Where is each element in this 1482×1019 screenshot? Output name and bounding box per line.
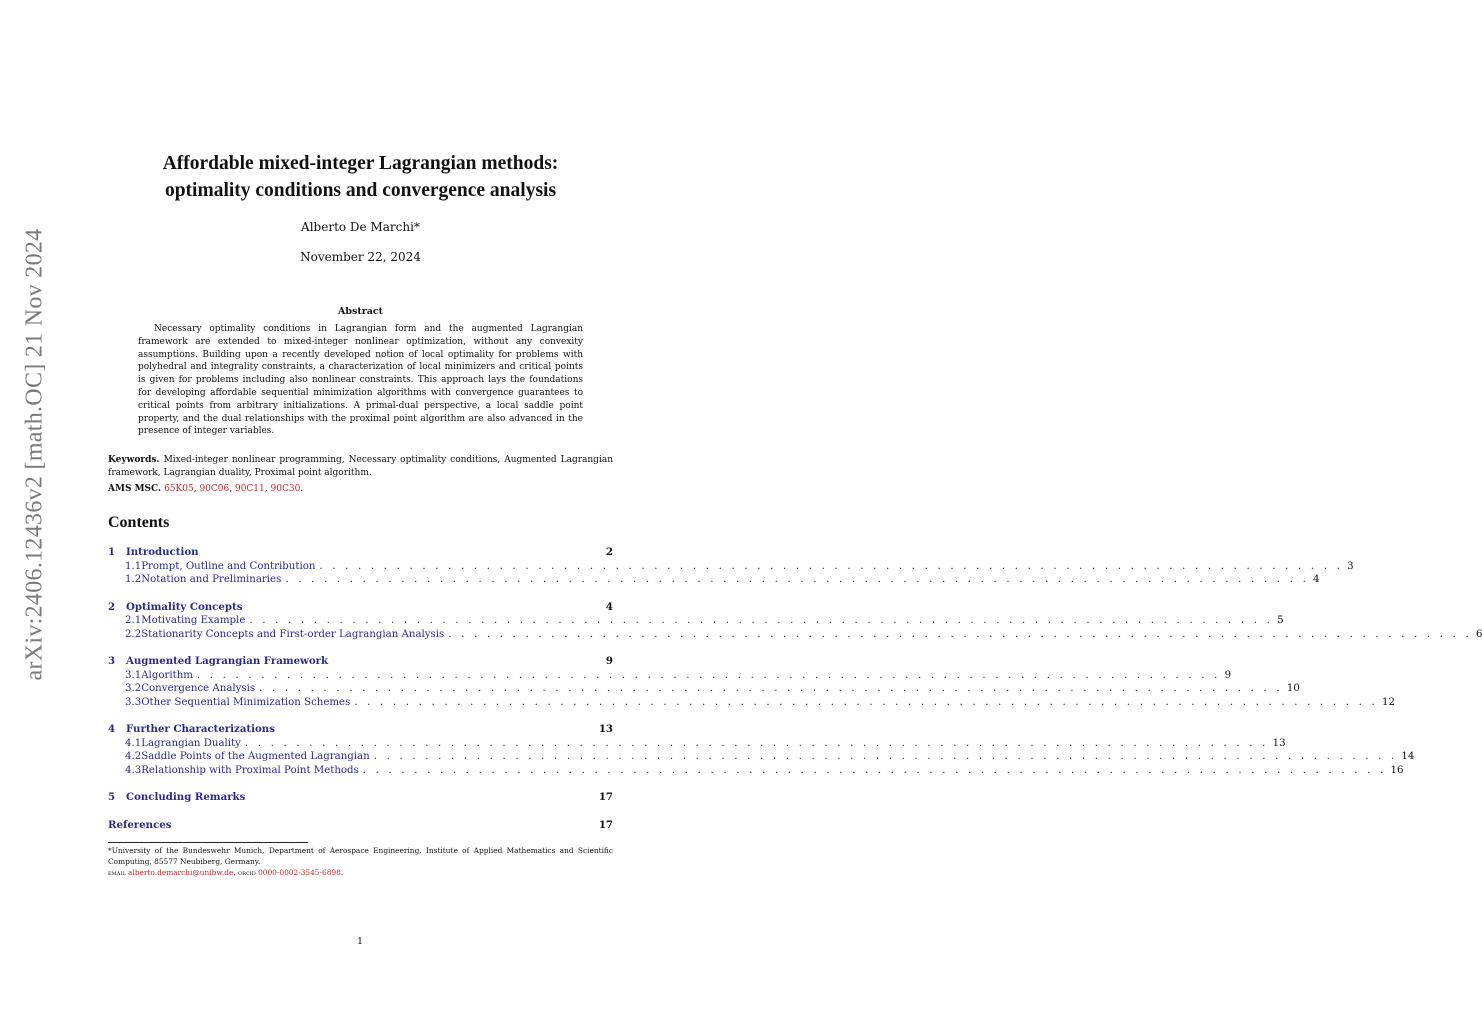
toc-subsection-entry[interactable] bbox=[108, 696, 1395, 710]
toc-section-entry[interactable] bbox=[108, 791, 613, 805]
toc-entry-title[interactable]: References bbox=[108, 818, 172, 831]
ams-code-link[interactable]: 90C30 bbox=[270, 484, 301, 494]
toc-entry-page: 12 bbox=[1382, 696, 1395, 708]
toc-section-entry[interactable] bbox=[108, 655, 613, 669]
toc-entry-number: 2 bbox=[108, 600, 116, 613]
toc-subsection-entry[interactable] bbox=[108, 737, 1286, 751]
toc-entry-page: 17 bbox=[598, 791, 613, 803]
toc-spacer bbox=[108, 587, 613, 601]
toc-entry-title[interactable]: Concluding Remarks bbox=[126, 791, 246, 803]
toc-entry-page: 9 bbox=[605, 655, 613, 667]
paper-date: November 22, 2024 bbox=[300, 250, 421, 264]
orcid-label: orcid bbox=[238, 867, 256, 877]
toc-spacer bbox=[108, 641, 613, 655]
table-of-contents bbox=[108, 546, 1482, 832]
ams-msc-line: AMS MSC. 65K05, 90C06, 90C11, 90C30. bbox=[108, 484, 304, 494]
ams-msc-label: AMS MSC. bbox=[108, 484, 162, 494]
toc-entry-title[interactable]: Stationarity Concepts and First-order Lagrangian Analysis bbox=[141, 628, 445, 640]
toc-entry-number: 3.1 bbox=[125, 669, 142, 681]
toc-spacer bbox=[108, 777, 613, 791]
toc-section-entry[interactable] bbox=[108, 546, 613, 560]
keywords-label: Keywords. bbox=[108, 455, 160, 465]
toc-entry-page: 16 bbox=[1390, 764, 1404, 776]
toc-dot-leader: . . . . . . . . . . . . . . . . . . . . . . . . . . . . . . . . . . . . . . . . . . . . . . . . . . . . . . . . . . . . . . . . . . . . . . . . . . . . . . . . bbox=[448, 628, 1472, 640]
toc-dot-leader: . . . . . . . . . . . . . . . . . . . . . . . . . . . . . . . . . . . . . . . . . . . . . . . . . . . . . . . . . . . . . . . . . . . . . . . . . . . . . . . . bbox=[362, 764, 1387, 776]
keywords-text: Mixed-integer nonlinear programming, Necessary optimality conditions, Augmented Lagrangian framework, Lagrangian duality, Proximal point algorithm. bbox=[108, 455, 613, 478]
author-name: Alberto De Marchi* bbox=[301, 220, 420, 234]
toc-entry-page: 17 bbox=[598, 818, 613, 831]
toc-subsection-entry[interactable] bbox=[108, 682, 1300, 696]
toc-entry-number: 1.2 bbox=[125, 574, 142, 585]
toc-entry-title[interactable]: Introduction bbox=[126, 546, 199, 558]
ams-code-link[interactable]: 65K05 bbox=[164, 484, 194, 494]
abstract-heading: Abstract bbox=[337, 306, 384, 317]
toc-entry-page: 13 bbox=[1272, 737, 1286, 749]
keywords-line bbox=[108, 454, 613, 479]
toc-subsection-entry[interactable] bbox=[108, 750, 1415, 764]
toc-entry-number: 3 bbox=[108, 655, 116, 667]
toc-entry-number: 2.2 bbox=[125, 628, 142, 640]
toc-dot-leader: . . . . . . . . . . . . . . . . . . . . . . . . . . . . . . . . . . . . . . . . . . . . . . . . . . . . . . . . . . . . . . . . . . . . . . . . . . . . . . . . bbox=[249, 615, 1274, 626]
toc-entry-title[interactable]: Saddle Points of the Augmented Lagrangian bbox=[141, 751, 370, 762]
toc-entry-page: 5 bbox=[1277, 615, 1284, 626]
toc-entry-page: 2 bbox=[605, 546, 613, 558]
toc-subsection-entry[interactable] bbox=[108, 669, 1232, 683]
toc-dot-leader: . . . . . . . . . . . . . . . . . . . . . . . . . . . . . . . . . . . . . . . . . . . . . . . . . . . . . . . . . . . . . . . . . . . . . . . . . . . . . . . . bbox=[373, 751, 1398, 762]
toc-section-entry[interactable] bbox=[108, 601, 613, 615]
page-number: 1 bbox=[356, 936, 364, 947]
toc-entry-page: 4 bbox=[1313, 574, 1320, 585]
toc-entry-number: 4.1 bbox=[125, 737, 142, 749]
contents-heading: Contents bbox=[108, 514, 170, 531]
toc-subsection-entry[interactable] bbox=[108, 764, 1404, 778]
toc-entry-number: 3.2 bbox=[125, 683, 142, 694]
ams-code-link[interactable]: 90C11 bbox=[234, 484, 265, 494]
toc-entry-page: 10 bbox=[1286, 683, 1300, 694]
toc-spacer bbox=[108, 805, 613, 819]
arxiv-identifier-stamp bbox=[10, 228, 60, 680]
toc-entry-title[interactable]: Optimality Concepts bbox=[126, 600, 243, 613]
toc-entry-number: 5 bbox=[108, 791, 116, 803]
toc-entry-title[interactable]: Augmented Lagrangian Framework bbox=[126, 655, 329, 667]
toc-entry-number: 4.2 bbox=[125, 751, 142, 762]
toc-dot-leader: . . . . . . . . . . . . . . . . . . . . . . . . . . . . . . . . . . . . . . . . . . . . . . . . . . . . . . . . . . . . . . . . . . . . . . . . . . . . . . . . bbox=[259, 683, 1283, 694]
toc-entry-title[interactable]: Lagrangian Duality bbox=[141, 737, 241, 749]
orcid-link[interactable]: 0000-0002-3545-6898 bbox=[258, 867, 341, 877]
toc-entry-title[interactable]: Algorithm bbox=[141, 669, 193, 681]
toc-subsection-entry[interactable] bbox=[108, 614, 1284, 628]
abstract-text: Necessary optimality conditions in Lagrangian form and the augmented Lagrangian framework are extended to mixed-integer nonlinear optimization, without any convexity assumptions. Building upon a recently developed notion of local optimality for problems with polyhedral and integrality constraints, a characterization of local minimizers and critical points is given for problems including also nonlinear constraints. This approach lays the foundations for developing affordable sequential minimization algorithms with convergence guarantees to critical points from arbitrary initializations. A primal-dual perspective, a local saddle point property, and the dual relationships with the proximal point algorithm are also advanced in the presence of integer variables. bbox=[138, 324, 583, 437]
toc-entry-title[interactable]: Other Sequential Minimization Schemes bbox=[141, 696, 351, 708]
toc-subsection-entry[interactable] bbox=[108, 573, 1320, 587]
toc-entry-number: 1 bbox=[108, 546, 116, 558]
arxiv-identifier-text: arXiv:2406.12436v2 [math.OC] 21 Nov 2024 bbox=[21, 228, 48, 680]
toc-entry-title[interactable]: Prompt, Outline and Contribution bbox=[141, 560, 316, 572]
toc-dot-leader: . . . . . . . . . . . . . . . . . . . . . . . . . . . . . . . . . . . . . . . . . . . . . . . . . . . . . . . . . . . . . . . . . . . . . . . . . . . . . . . . bbox=[354, 696, 1378, 708]
toc-entry-number: 1.1 bbox=[125, 560, 142, 572]
toc-subsection-entry[interactable] bbox=[108, 560, 1354, 574]
toc-entry-number: 3.3 bbox=[125, 696, 142, 708]
toc-dot-leader: . . . . . . . . . . . . . . . . . . . . . . . . . . . . . . . . . . . . . . . . . . . . . . . . . . . . . . . . . . . . . . . . . . . . . . . . . . . . . . . . bbox=[285, 574, 1310, 585]
toc-spacer bbox=[108, 709, 613, 723]
toc-section-entry[interactable] bbox=[108, 723, 613, 737]
email-label: email bbox=[108, 867, 126, 877]
toc-entry-page: 3 bbox=[1347, 560, 1354, 572]
toc-entry-title[interactable]: Convergence Analysis bbox=[141, 683, 256, 694]
toc-entry-title[interactable]: Notation and Preliminaries bbox=[141, 574, 282, 585]
toc-dot-leader: . . . . . . . . . . . . . . . . . . . . . . . . . . . . . . . . . . . . . . . . . . . . . . . . . . . . . . . . . . . . . . . . . . . . . . . . . . . . . . . . bbox=[319, 560, 1344, 572]
toc-dot-leader: . . . . . . . . . . . . . . . . . . . . . . . . . . . . . . . . . . . . . . . . . . . . . . . . . . . . . . . . . . . . . . . . . . . . . . . . . . . . . . . . bbox=[196, 669, 1221, 681]
toc-subsection-entry[interactable] bbox=[108, 628, 1482, 642]
toc-entry-page: 4 bbox=[605, 600, 613, 613]
toc-entry-page: 14 bbox=[1401, 751, 1415, 762]
title-line-2: optimality conditions and convergence analysis bbox=[164, 180, 557, 201]
toc-entry-number: 4 bbox=[108, 723, 116, 735]
toc-entry-page: 13 bbox=[598, 723, 613, 735]
author-footnote: *University of the Bundeswehr Munich, Department of Aerospace Engineering, Institute of Applied Mathematics and Scientific Computing, 85577 Neubiberg, Germany. email alberto.demarchi@unibw.de, orcid 0000-0002-3545-6898. bbox=[108, 846, 613, 877]
paper-title bbox=[108, 150, 613, 204]
ams-code-link[interactable]: 90C06 bbox=[199, 484, 230, 494]
footnote-affiliation: *University of the Bundeswehr Munich, Department of Aerospace Engineering, Institute of Applied Mathematics and Scientific Computing, 85577 Neubiberg, Germany. bbox=[108, 846, 613, 866]
toc-entry-title[interactable]: Relationship with Proximal Point Methods bbox=[141, 764, 359, 776]
toc-entry-number: 4.3 bbox=[125, 764, 142, 776]
toc-entry-page: 6 bbox=[1475, 628, 1482, 640]
toc-entry-title[interactable]: Motivating Example bbox=[141, 615, 246, 626]
toc-dot-leader: . . . . . . . . . . . . . . . . . . . . . . . . . . . . . . . . . . . . . . . . . . . . . . . . . . . . . . . . . . . . . . . . . . . . . . . . . . . . . . . . bbox=[244, 737, 1269, 749]
toc-entry-page: 9 bbox=[1224, 669, 1232, 681]
email-link[interactable]: alberto.demarchi@unibw.de bbox=[128, 867, 234, 877]
toc-entry-title[interactable]: Further Characterizations bbox=[126, 723, 275, 735]
toc-section-entry[interactable] bbox=[108, 819, 613, 833]
footnote-divider bbox=[108, 842, 308, 843]
title-line-1: Affordable mixed-integer Lagrangian methods: bbox=[162, 153, 559, 174]
toc-entry-number: 2.1 bbox=[125, 615, 142, 626]
